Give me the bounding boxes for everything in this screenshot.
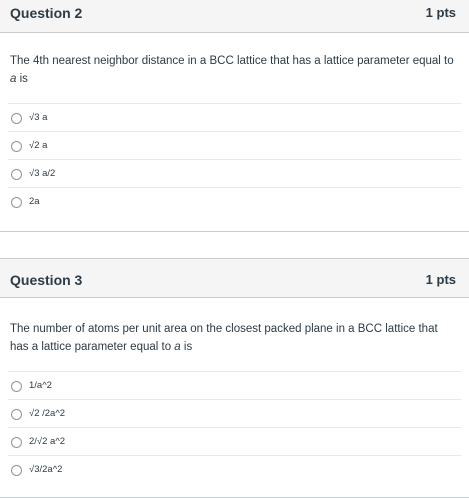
answer-option[interactable] [8, 131, 461, 159]
answer-option[interactable] [8, 371, 461, 399]
question-points: 1 pts [425, 5, 456, 20]
question-text-end: is [16, 73, 28, 85]
answer-list [0, 103, 469, 215]
radio-button[interactable] [11, 465, 22, 476]
question-header [0, 259, 469, 298]
answer-label[interactable]: √3 a [29, 112, 48, 123]
answer-label[interactable]: √2 a [29, 140, 48, 151]
answer-option[interactable] [8, 427, 461, 455]
question-text-end: is [180, 341, 193, 353]
radio-button[interactable] [11, 381, 22, 392]
question-text-variable: a [10, 73, 17, 85]
answer-label[interactable]: 1/a^2 [29, 380, 52, 391]
radio-button[interactable] [11, 141, 22, 152]
question-text [10, 52, 458, 88]
answer-label[interactable]: 2a [29, 196, 40, 207]
question-title: Question 2 [10, 5, 83, 21]
question-header [0, 0, 469, 33]
answer-option[interactable] [8, 399, 461, 427]
question-3-card [0, 258, 469, 498]
question-text [10, 320, 458, 356]
question-points: 1 pts [425, 272, 456, 287]
question-2-card [0, 0, 469, 232]
answer-label[interactable]: √2 /2a^2 [29, 408, 66, 419]
answer-option[interactable] [8, 187, 461, 215]
question-text-main: The number of atoms per unit area on the closest packed plane in a BCC lattice that has a lattice parameter equal to [10, 323, 438, 353]
question-title: Question 3 [10, 272, 83, 288]
answer-label[interactable]: √3/2a^2 [29, 464, 63, 475]
answer-option[interactable] [8, 159, 461, 187]
answer-list [0, 371, 469, 483]
answer-label[interactable]: √3 a/2 [29, 168, 56, 179]
radio-button[interactable] [11, 437, 22, 448]
question-text-variable: a [174, 341, 181, 353]
radio-button[interactable] [11, 409, 22, 420]
answer-label[interactable]: 2/√2 a^2 [29, 436, 66, 447]
answer-option[interactable] [8, 455, 461, 483]
radio-button[interactable] [11, 197, 22, 208]
radio-button[interactable] [11, 169, 22, 180]
question-text-main: The 4th nearest neighbor distance in a BCC lattice that has a lattice parameter equal to [10, 55, 454, 67]
radio-button[interactable] [11, 113, 22, 124]
answer-option[interactable] [8, 103, 461, 131]
